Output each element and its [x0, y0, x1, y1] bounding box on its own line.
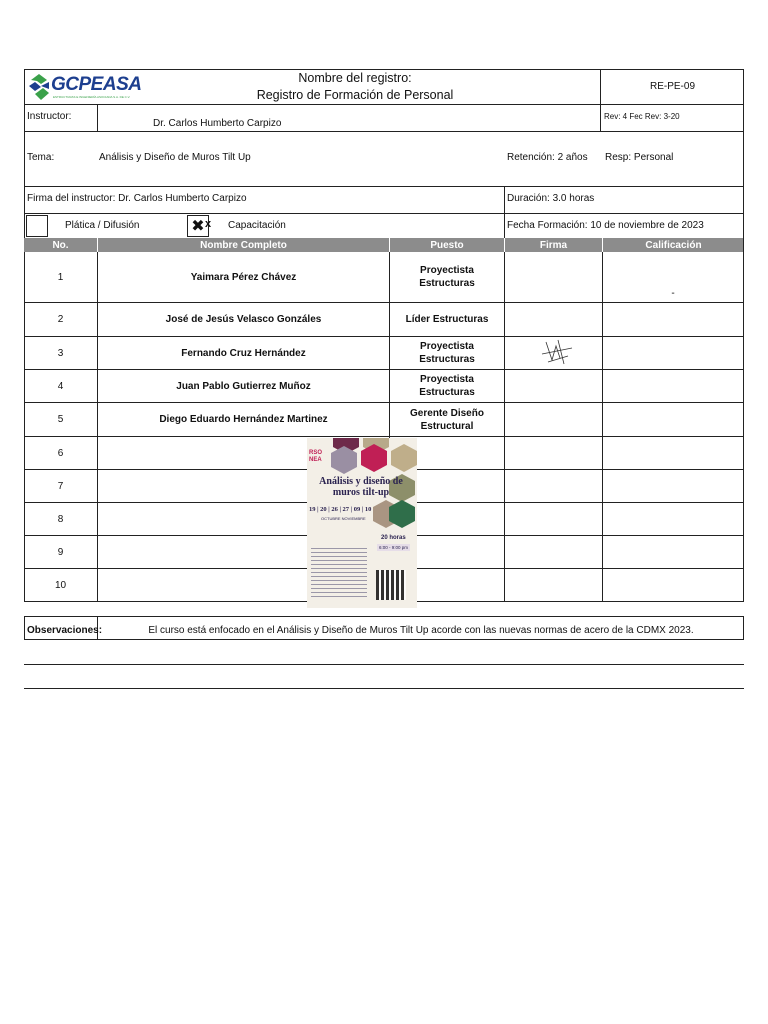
row-puesto: Proyectista Estructuras	[390, 337, 505, 370]
row-calificacion[interactable]	[603, 536, 744, 569]
row-firma[interactable]	[505, 403, 603, 437]
row-firma[interactable]	[505, 303, 603, 337]
row-puesto: Gerente Diseño Estructural	[390, 403, 505, 437]
signature-scribble	[538, 338, 578, 366]
instructor-divider	[97, 104, 98, 132]
right-border	[743, 238, 744, 602]
row-puesto: Proyectista Estructuras	[390, 370, 505, 403]
row-number: 4	[24, 370, 98, 403]
instructor-label: Instructor:	[27, 111, 72, 122]
checkbox-suffix: x	[205, 218, 212, 230]
row-calificacion[interactable]	[603, 470, 744, 503]
poster-time: 6:00 - 9:00 pm	[379, 545, 409, 550]
platica-label: Plática / Difusión	[65, 220, 140, 231]
header-no: No.	[24, 238, 98, 252]
row-number: 1	[24, 252, 98, 303]
logo-subtitle: ESTRUCTURAS E INGENIERÍA ASOCIADA S.A. DE C.V.	[53, 95, 131, 99]
poster-tag: RSO NEA	[309, 450, 323, 463]
row-name: Juan Pablo Gutierrez Muñoz	[98, 370, 390, 403]
poster-dates: 19 | 20 | 26 | 27 | 09 | 10	[309, 506, 372, 513]
row-number: 6	[24, 437, 98, 470]
row-firma[interactable]	[505, 536, 603, 569]
poster-title: Análisis y diseño de muros tilt-up	[319, 476, 403, 498]
retention-text: Retención: 2 años	[507, 152, 588, 163]
duration-text: Duración: 3.0 horas	[507, 193, 595, 204]
platica-checkbox[interactable]	[26, 215, 48, 237]
header-name: Nombre Completo	[98, 238, 390, 252]
blank-line-1	[24, 664, 744, 665]
row-calificacion[interactable]	[603, 437, 744, 470]
revision-divider	[600, 104, 601, 132]
row-calificacion[interactable]	[603, 337, 744, 370]
checked-x-icon: ✖	[191, 218, 205, 235]
poster-text-lines	[311, 548, 367, 598]
capacitacion-label: Capacitación	[228, 220, 286, 231]
row-calificacion[interactable]	[603, 569, 744, 602]
row-firma[interactable]	[505, 370, 603, 403]
row-firma[interactable]	[505, 569, 603, 602]
record-title: Registro de Formación de Personal	[256, 88, 454, 102]
header-puesto: Puesto	[390, 238, 505, 252]
instructor-signature-text: Firma del instructor: Dr. Carlos Humberto Carpizo	[27, 193, 247, 204]
row-number: 10	[24, 569, 98, 602]
company-logo	[27, 72, 142, 102]
poster-hours: 20 horas	[381, 535, 406, 541]
row-number: 5	[24, 403, 98, 437]
header-firma: Firma	[505, 238, 603, 252]
row-number: 3	[24, 337, 98, 370]
record-label: Nombre del registro:	[298, 71, 412, 85]
row-number: 2	[24, 303, 98, 337]
row-firma[interactable]	[505, 252, 603, 303]
tema-value: Análisis y Diseño de Muros Tilt Up	[99, 152, 251, 163]
row-number: 7	[24, 470, 98, 503]
row-number: 9	[24, 536, 98, 569]
observations-text: El curso está enfocado en el Análisis y Diseño de Muros Tilt Up acorde con las nuevas normas de acero de la CDMX 2023.	[148, 625, 694, 636]
training-date: Fecha Formación: 10 de noviembre de 2023	[507, 220, 704, 231]
instructor-value: Dr. Carlos Humberto Carpizo	[153, 118, 282, 129]
header-calificacion: Calificación	[603, 238, 744, 252]
row-calificacion[interactable]	[603, 403, 744, 437]
document-code: RE-PE-09	[649, 81, 695, 92]
row-name: Fernando Cruz Hernández	[98, 337, 390, 370]
row-calificacion[interactable]	[603, 303, 744, 337]
observations-label: Observaciones:	[27, 625, 103, 636]
row-name: José de Jesús Velasco Gonzáles	[98, 303, 390, 337]
logo-icon	[27, 72, 51, 102]
row-number: 8	[24, 503, 98, 536]
revision-text: Rev: 4 Fec Rev: 3-20	[604, 112, 680, 121]
row-firma[interactable]	[505, 437, 603, 470]
row-firma[interactable]	[505, 503, 603, 536]
row-name: Diego Eduardo Hernández Martinez	[98, 403, 390, 437]
row-firma[interactable]	[505, 470, 603, 503]
blank-line-2	[24, 688, 744, 689]
row-calificacion[interactable]: -	[603, 252, 744, 303]
poster-qr-code-icon	[376, 570, 406, 600]
resp-text: Resp: Personal	[605, 152, 674, 163]
poster-months: OCTUBRE NOVIEMBRE	[321, 516, 366, 521]
logo-text: GCPEASA	[51, 74, 142, 95]
row-calificacion[interactable]	[603, 503, 744, 536]
tema-label: Tema:	[27, 152, 55, 163]
row-calificacion[interactable]	[603, 370, 744, 403]
row-puesto: Líder Estructuras	[390, 303, 505, 337]
row-puesto: Proyectista Estructuras	[390, 252, 505, 303]
row-name: Yaimara Pérez Chávez	[98, 252, 390, 303]
